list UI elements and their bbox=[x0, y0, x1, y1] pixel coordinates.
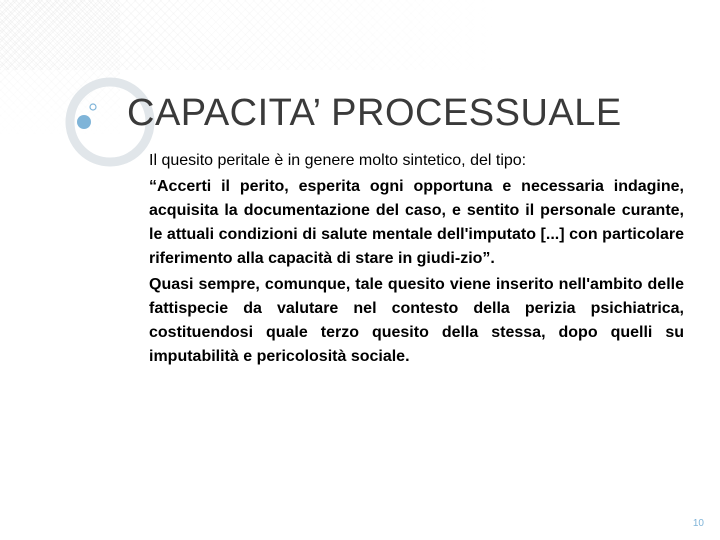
page-number: 10 bbox=[692, 518, 704, 529]
intro-paragraph: Il quesito peritale è in genere molto sintetico, del tipo: bbox=[149, 152, 527, 169]
slide-content bbox=[149, 149, 684, 371]
small-circle-decoration bbox=[77, 115, 91, 129]
tiny-circle-decoration bbox=[90, 104, 96, 110]
quote-paragraph: “Accerti il perito, esperita ogni opportuna e necessaria indagine, acquisita la documentazione del caso, e sentito il personale curante, le attuali condizioni di salute mentale dell'imputato [...] con particolare riferimento alla capacità di stare in giudi-zio”. bbox=[149, 178, 684, 267]
slide-title: CAPACITA’ PROCESSUALE bbox=[127, 92, 622, 134]
body-paragraph: Quasi sempre, comunque, tale quesito viene inserito nell'ambito delle fattispecie da valutare nel contesto della perizia psichiatrica, costituendosi quale terzo quesito della stessa, dopo quelli su imputabilità e pericolosità sociale. bbox=[149, 276, 684, 365]
